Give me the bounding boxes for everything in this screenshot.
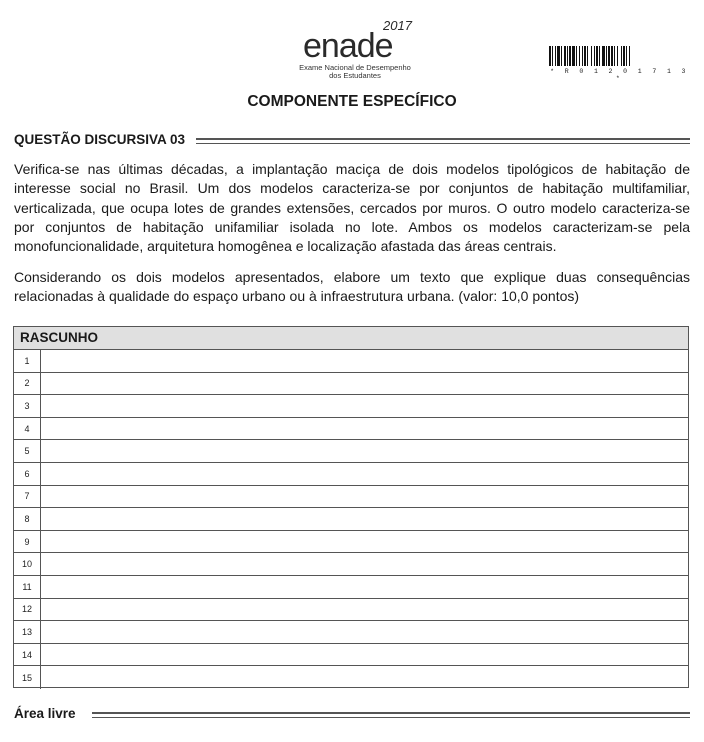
free-area-double-rule	[92, 712, 690, 718]
line-writing-area[interactable]	[41, 644, 688, 666]
free-area-heading	[14, 705, 690, 723]
draft-line[interactable]	[14, 531, 688, 554]
draft-line[interactable]	[14, 463, 688, 486]
line-number: 13	[14, 621, 41, 643]
barcode	[549, 46, 690, 82]
line-writing-area[interactable]	[41, 553, 688, 575]
heading-double-rule	[196, 138, 690, 144]
line-number: 10	[14, 553, 41, 575]
question-heading	[14, 131, 690, 149]
line-number: 6	[14, 463, 41, 485]
line-number: 8	[14, 508, 41, 530]
draft-line[interactable]	[14, 553, 688, 576]
line-number: 15	[14, 666, 41, 689]
draft-line[interactable]	[14, 508, 688, 531]
line-number: 14	[14, 644, 41, 666]
line-writing-area[interactable]	[41, 531, 688, 553]
question-paragraph-1: Verifica-se nas últimas décadas, a implantação maciça de dois modelos tipológicos de habitação de interesse social no Brasil. Um dos modelos caracteriza-se por conjuntos de habitação multifamiliar, verticalizada, que ocupa lotes de grandes extensões, cercados por muros. O outro modelo caracteriza-se por conjuntos de habitação unifamiliar isolada no lote. Ambos os modelos caracterizam-se pela monofuncionalidade, arquitetura homogênea e localização afastada das áreas centrais.	[14, 161, 690, 255]
line-number: 12	[14, 599, 41, 621]
draft-lines	[14, 350, 688, 689]
line-writing-area[interactable]	[41, 666, 688, 689]
logo-subtitle-line-1: Exame Nacional de Desempenho	[299, 63, 411, 72]
line-writing-area[interactable]	[41, 395, 688, 417]
draft-line[interactable]	[14, 395, 688, 418]
question-paragraph-2: Considerando os dois modelos apresentados, elabore um texto que explique duas consequências relacionadas à qualidade do espaço urbano ou à infraestrutura urbana. (valor: 10,0 pontos)	[14, 269, 690, 305]
draft-line[interactable]	[14, 576, 688, 599]
barcode-bars	[549, 46, 690, 66]
logo-subtitle-line-2: dos Estudantes	[329, 71, 381, 80]
draft-sheet	[13, 326, 689, 688]
line-number: 5	[14, 440, 41, 462]
logo-subtitle	[287, 64, 423, 80]
draft-line[interactable]	[14, 440, 688, 463]
line-number: 1	[14, 350, 41, 372]
line-writing-area[interactable]	[41, 463, 688, 485]
line-number: 7	[14, 486, 41, 508]
line-number: 9	[14, 531, 41, 553]
line-writing-area[interactable]	[41, 576, 688, 598]
page-header	[0, 0, 704, 85]
free-area-label: Área livre	[14, 706, 76, 721]
barcode-text: * R 0 1 2 0 1 7 1 3 *	[550, 68, 689, 82]
draft-line[interactable]	[14, 621, 688, 644]
draft-line[interactable]	[14, 418, 688, 441]
draft-title: RASCUNHO	[14, 327, 688, 350]
draft-line[interactable]	[14, 599, 688, 622]
draft-line[interactable]	[14, 350, 688, 373]
line-writing-area[interactable]	[41, 418, 688, 440]
logo-year: 2017	[383, 18, 412, 33]
line-number: 3	[14, 395, 41, 417]
enade-logo	[287, 18, 423, 82]
line-writing-area[interactable]	[41, 508, 688, 530]
line-number: 4	[14, 418, 41, 440]
line-writing-area[interactable]	[41, 486, 688, 508]
line-writing-area[interactable]	[41, 373, 688, 395]
line-writing-area[interactable]	[41, 440, 688, 462]
line-writing-area[interactable]	[41, 599, 688, 621]
logo-word: enade	[303, 27, 393, 65]
section-title: COMPONENTE ESPECÍFICO	[247, 93, 457, 110]
line-number: 11	[14, 576, 41, 598]
draft-line[interactable]	[14, 666, 688, 689]
draft-line[interactable]	[14, 486, 688, 509]
draft-line[interactable]	[14, 373, 688, 396]
line-writing-area[interactable]	[41, 621, 688, 643]
line-number: 2	[14, 373, 41, 395]
line-writing-area[interactable]	[41, 350, 688, 372]
question-label: QUESTÃO DISCURSIVA 03	[14, 131, 195, 149]
draft-line[interactable]	[14, 644, 688, 667]
